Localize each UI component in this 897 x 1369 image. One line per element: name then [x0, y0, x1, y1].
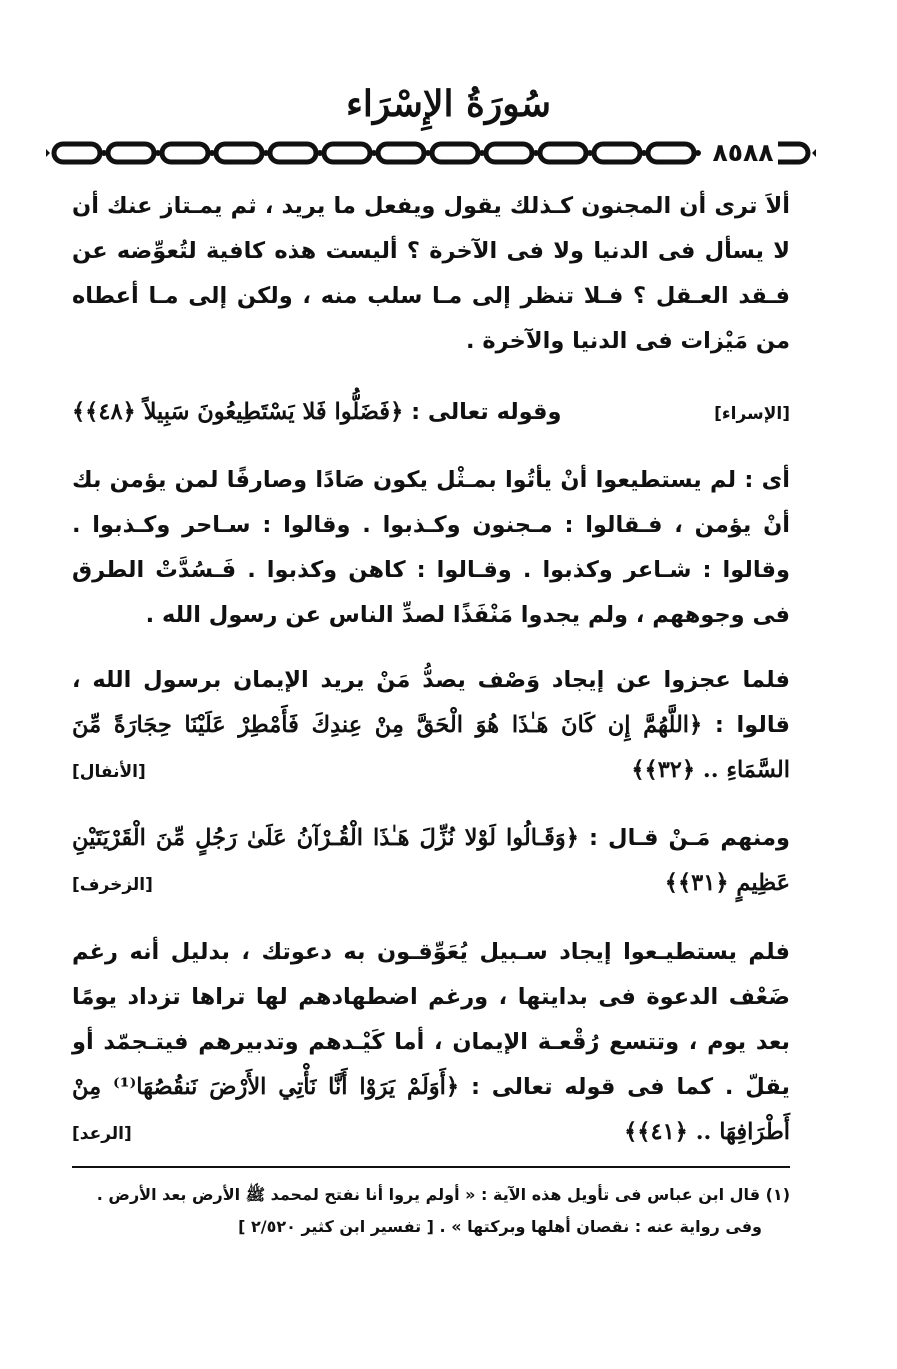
page-number: ٨٥٨٨ [708, 136, 778, 170]
verse-intro: وقوله تعالى : [411, 399, 562, 425]
paragraph-intro: ومنهم مَـنْ قـال : [589, 825, 790, 851]
surah-title: سُورَةُ الإِسْرَاء [345, 83, 552, 125]
verse-line-isra [72, 390, 790, 437]
paragraph-intro: فلما عجزوا عن إيجاد وَصْف يصدُّ مَنْ يريد الإيمان برسول الله ، قالوا : [72, 667, 791, 738]
decorative-chain-rule [46, 136, 816, 170]
paragraph-4 [72, 816, 790, 896]
quran-verse: ﴿اللَّهُمَّ إِن كَانَ هَـٰذَا هُوَ الْحَقَّ مِنْ عِندِكَ فَأَمْطِرْ عَلَيْنَا حِجَارَةً مِّنَ السَّمَاءِ .. ﴿٣٢﴾﴾ [72, 712, 790, 783]
quran-verse: ﴿فَضَلُّوا فَلا يَسْتَطِيعُونَ سَبِيلاً ﴿٤٨﴾﴾ [72, 399, 404, 425]
surah-reference: [الزخرف] [72, 875, 153, 895]
paragraph-1: ألاَ ترى أن المجنون كـذلك يقول ويفعل ما يريد ، ثم يمـتاز عنك أن لا يسأل فى الدنيا ولا فى الآخرة ؟ أليست هذه كافية لتُعوِّضه عن فـقد العـقل ؟ فـلا تنظر إلى مـا سلب منه ، ولكن إلى مـا أعطاه من مَيْزات فى الدنيا والآخرة . [72, 193, 790, 354]
quran-verse: ﴿أَوَلَمْ يَرَوْا أَنَّا نَأْتِي الأَرْضَ نَنقُصُهَا⁽¹⁾ مِنْ أَطْرَافِهَا .. ﴿٤١﴾﴾ [72, 1074, 790, 1145]
footnote-line-1: (١) قال ابن عباس فى تأويل هذه الآية : « أولم يروا أنا نفتح لمحمد ﷺ الأرض بعد الأرض . [96, 1185, 790, 1204]
paragraph-2: أى : لم يستطيعوا أنْ يأتُوا بمـثْل يكون صَادًا وصارفًا لمن يؤمن بك أنْ يؤمن ، فـقالوا : مـجنون وكـذبوا . وقالوا : سـاحر وكـذبوا . وقالوا : شـاعر وكذبوا . وقـالوا : كاهن وكذبوا . فَـسُدَّتْ الطرق فى وجوههم ، ولم يجدوا مَنْفَذًا لصدِّ الناس عن رسول الله . [72, 467, 790, 628]
footnote-divider [72, 1166, 790, 1168]
surah-reference: [الإسراء] [714, 404, 790, 424]
paragraph-text: فلم يستطيـعوا إيجاد سـبيل يُعَوِّقـون به دعوتك ، بدليل أنه رغم ضَعْف الدعوة فى بدايتها ، ورغم اضطهادهم لها تراها تزداد يومًا بعد يوم ، وتتسع رُقْعـة الإيمان ، أما كَيْـدهم وتدبيرهم فيتـجمّد أو يقلّ . كما فى قوله تعالى : [72, 939, 790, 1100]
surah-reference: [الرعد] [72, 1124, 132, 1144]
surah-reference: [الأنفال] [72, 762, 146, 782]
verse-block [72, 390, 562, 435]
paragraph-3 [72, 658, 790, 783]
paragraph-5 [72, 930, 790, 1145]
footnote-line-2: وفى رواية عنه : نقصان أهلها وبركتها » . [ تفسير ابن كثير ٢/٥٢٠ ] [238, 1217, 762, 1236]
quran-verse: ﴿وَقَـالُوا لَوْلا نُزِّلَ هَـٰذَا الْقُـرْآنُ عَلَىٰ رَجُلٍ مِّنَ الْقَرْيَتَيْنِ عَظِيمٍ ﴿٣١﴾﴾ [72, 825, 790, 896]
